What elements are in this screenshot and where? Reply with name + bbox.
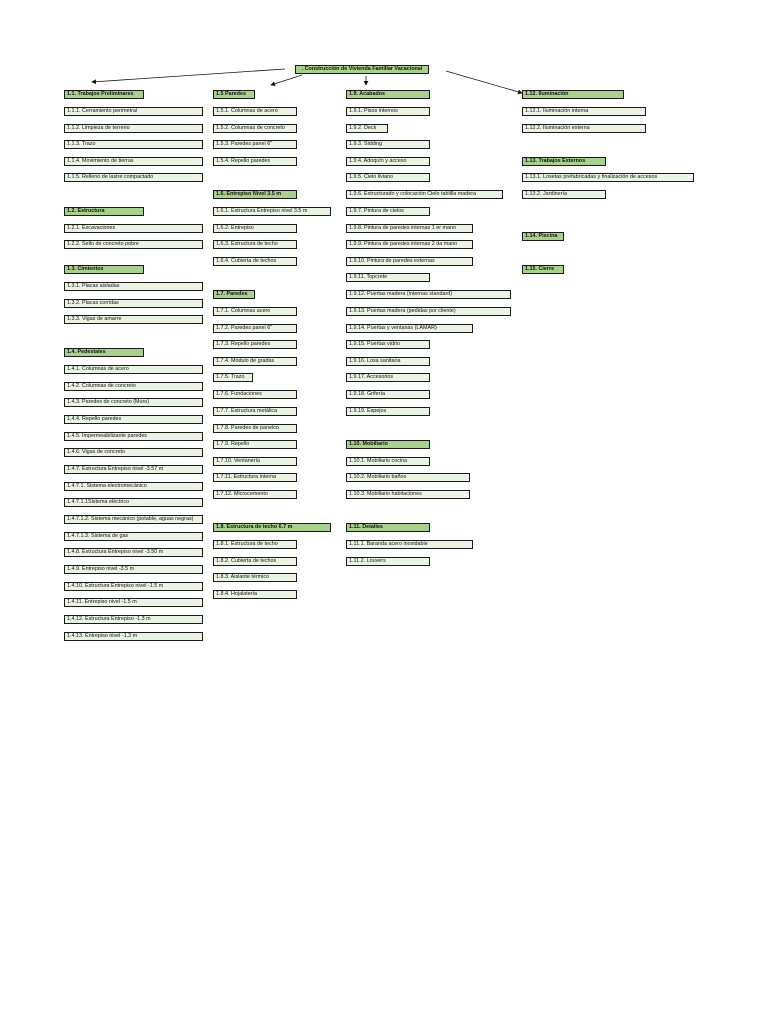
wbs-task-item[interactable]: 1.13.2. Jardinería	[522, 190, 606, 199]
wbs-task-item[interactable]: 1.9.11. Topcrete	[346, 273, 430, 282]
wbs-task-item[interactable]: 1.1.1. Cerramiento perimetral	[64, 107, 203, 116]
wbs-task-item[interactable]: 1.4.8. Estructura Entrepiso nivel -3.50 m	[64, 548, 203, 557]
wbs-task-item[interactable]: 1.1.5. Relleno de lastre compactado	[64, 173, 203, 182]
arrow-to-col-2	[271, 75, 302, 85]
wbs-group-header[interactable]: 1.6. Entrepiso Nivel 3.5 m	[213, 190, 297, 199]
wbs-task-item[interactable]: 1.10.3. Mobiliario habitaciones	[346, 490, 470, 499]
wbs-task-item[interactable]: 1.11.1. Baranda acero inoxidable	[346, 540, 473, 549]
wbs-task-item[interactable]: 1.9.14. Puertas y ventanas (LAMAR)	[346, 324, 473, 333]
wbs-task-item[interactable]: 1.7.1. Columnas acero	[213, 307, 297, 316]
wbs-task-item[interactable]: 1.4.12. Estructura Entrepiso -1.3 m	[64, 615, 203, 624]
wbs-task-item[interactable]: 1.9.13. Puertas madera (pedidas por cliente)	[346, 307, 511, 316]
wbs-task-item[interactable]: 1.5.4. Repello paredes	[213, 157, 297, 166]
wbs-task-item[interactable]: 1.8.4. Hojalatería	[213, 590, 297, 599]
wbs-task-item[interactable]: 1.9.3. Sidding	[346, 140, 430, 149]
wbs-task-item[interactable]: 1.4.1. Columnas de acero	[64, 365, 203, 374]
wbs-group-header[interactable]: 1.15. Cierre	[522, 265, 564, 274]
wbs-task-item[interactable]: 1.4.3. Paredes de concreto (Muro)	[64, 398, 203, 407]
wbs-task-item[interactable]: 1.7.11. Estructura interna	[213, 473, 297, 482]
wbs-task-item[interactable]: 1.8.2. Cubierta de techos	[213, 557, 297, 566]
wbs-task-item[interactable]: 1.1.3. Trazo	[64, 140, 203, 149]
wbs-task-item[interactable]: 1.4.6. Vigas de concreto	[64, 448, 203, 457]
wbs-task-item[interactable]: 1.3.1. Placas aisladas	[64, 282, 203, 291]
wbs-task-item[interactable]: 1.7.3. Repello paredes	[213, 340, 297, 349]
wbs-task-item[interactable]: 1.8.1. Estructura de techo	[213, 540, 297, 549]
wbs-task-item[interactable]: 1.13.1. Losetas prefabricadas y finalización de accesos	[522, 173, 694, 182]
wbs-task-item[interactable]: 1.4.7.1. Sistema electromecánico	[64, 482, 203, 491]
wbs-task-item[interactable]: 1.4.9. Entrepiso nivel -3.5 m	[64, 565, 203, 574]
wbs-task-item[interactable]: 1.9.7. Pintura de cielos	[346, 207, 430, 216]
wbs-group-header[interactable]: 1.8. Estructura de techo 6.7 m	[213, 523, 331, 532]
wbs-group-header[interactable]: 1.14. Piscina	[522, 232, 564, 241]
wbs-task-item[interactable]: 1.1.4. Movimiento de tierras	[64, 157, 203, 166]
wbs-task-item[interactable]: 1.4.10. Estructura Entrepiso nivel -1.5 m	[64, 582, 203, 591]
wbs-task-item[interactable]: 1.7.12. Microcemento	[213, 490, 297, 499]
wbs-task-item[interactable]: 1.11.2. Louvers	[346, 557, 430, 566]
wbs-task-item[interactable]: 1.9.9. Pintura de paredes internas 2 da mano	[346, 240, 473, 249]
wbs-task-item[interactable]: 1.9.5. Cielo liviano	[346, 173, 430, 182]
wbs-task-item[interactable]: 1.9.10. Pintura de paredes externas	[346, 257, 473, 266]
wbs-group-header[interactable]: 1.2. Estructura	[64, 207, 144, 216]
wbs-task-item[interactable]: 1.4.4. Repello paredes	[64, 415, 203, 424]
wbs-task-item[interactable]: 1.7.8. Paredes de panelco	[213, 424, 297, 433]
wbs-group-header[interactable]: 1.13. Trabajos Externos	[522, 157, 606, 166]
wbs-task-item[interactable]: 1.10.2. Mobiliario baños	[346, 473, 470, 482]
wbs-task-item[interactable]: 1.7.10. Ventanería	[213, 457, 297, 466]
wbs-task-item[interactable]: 1.7.4. Módulo de gradas	[213, 357, 297, 366]
wbs-task-item[interactable]: 1.7.6. Fundaciones	[213, 390, 297, 399]
arrow-to-col-1	[92, 69, 285, 82]
wbs-task-item[interactable]: 1.10.1. Mobiliario cocina	[346, 457, 430, 466]
wbs-task-item[interactable]: 1.9.19. Espejos	[346, 407, 430, 416]
wbs-task-item[interactable]: 1.1.2. Limpieza de terreno	[64, 124, 203, 133]
wbs-group-header[interactable]: 1.1. Trabajos Preliminares	[64, 90, 144, 99]
wbs-task-item[interactable]: 1.5.1. Columnas de acero	[213, 107, 297, 116]
wbs-task-item[interactable]: 1.7.2. Paredes panel 6"	[213, 324, 297, 333]
wbs-task-item[interactable]: 1.12.2. Iluminación externa	[522, 124, 646, 133]
wbs-task-item[interactable]: 1.5.2. Columnas de concreto	[213, 124, 297, 133]
wbs-task-item[interactable]: 1.6.4. Cubierta de techos	[213, 257, 297, 266]
wbs-group-header[interactable]: 1.7. Paredes	[213, 290, 255, 299]
wbs-task-item[interactable]: 1.4.7.1.1Sistema eléctrico	[64, 498, 203, 507]
wbs-task-item[interactable]: 1.9.8. Pintura de paredes internas 1 er mano	[346, 224, 473, 233]
wbs-task-item[interactable]: 1.6.3. Estructura de techo	[213, 240, 297, 249]
wbs-task-item[interactable]: 1.9.6. Estructurado y colocación Cielo tablilla madera	[346, 190, 503, 199]
wbs-task-item[interactable]: 1.9.18. Grifería	[346, 390, 430, 399]
wbs-task-item[interactable]: 1.7.7. Estructura metálica	[213, 407, 297, 416]
wbs-group-header[interactable]: 1.12. Iluminación	[522, 90, 624, 99]
wbs-task-item[interactable]: 1.4.7.1.2. Sistema mecánico (potable, aguas negras)	[64, 515, 203, 524]
wbs-task-item[interactable]: 1.7.9. Repello	[213, 440, 297, 449]
wbs-group-header[interactable]: 1.4. Pedestales	[64, 348, 144, 357]
root-node[interactable]: . Construcción de Vivienda Familiar Vacacional	[295, 65, 429, 74]
wbs-task-item[interactable]: 1.9.17. Accesorios	[346, 373, 430, 382]
wbs-task-item[interactable]: 1.9.4. Adoquín y acceso	[346, 157, 430, 166]
wbs-task-item[interactable]: 1.5.3. Paredes panel 6"	[213, 140, 297, 149]
wbs-task-item[interactable]: 1.2.2. Sello de concreto pobre	[64, 240, 203, 249]
wbs-task-item[interactable]: 1.6.1. Estructura Entrepiso nivel 3.5 m	[213, 207, 331, 216]
wbs-task-item[interactable]: 1.8.3. Aislante térmico	[213, 573, 297, 582]
wbs-group-header[interactable]: 1.9. Acabados	[346, 90, 430, 99]
wbs-task-item[interactable]: 1.12.1. Iluminación interna	[522, 107, 646, 116]
wbs-task-item[interactable]: 1.9.1. Pisos internos	[346, 107, 430, 116]
wbs-group-header[interactable]: 1.11. Detalles	[346, 523, 430, 532]
wbs-task-item[interactable]: 1.4.13. Entrepiso nivel -1.3 m	[64, 632, 203, 641]
wbs-task-item[interactable]: 1.9.15. Puertas vidrio	[346, 340, 430, 349]
wbs-task-item[interactable]: 1.7.5. Trazo	[213, 373, 253, 382]
wbs-task-item[interactable]: 1.2.1. Excavaciones	[64, 224, 203, 233]
wbs-group-header[interactable]: 1.10. Mobiliario	[346, 440, 430, 449]
wbs-task-item[interactable]: 1.6.2. Entrepiso	[213, 224, 297, 233]
wbs-task-item[interactable]: 1.4.5. Impermeabilizante paredes	[64, 432, 203, 441]
wbs-task-item[interactable]: 1.3.3. Vigas de amarre	[64, 315, 203, 324]
wbs-task-item[interactable]: 1.9.2. Deck	[346, 124, 388, 133]
wbs-task-item[interactable]: 1.4.7. Estructura Entrepiso nivel -3.57 m	[64, 465, 203, 474]
wbs-group-header[interactable]: 1.3. Cimientos	[64, 265, 144, 274]
wbs-task-item[interactable]: 1.4.11. Entrepiso nivel -1.5 m	[64, 598, 203, 607]
wbs-task-item[interactable]: 1.3.2. Placas corridas	[64, 299, 203, 308]
arrow-to-col-4	[446, 71, 522, 93]
wbs-task-item[interactable]: 1.9.16. Losa sanitaria	[346, 357, 430, 366]
wbs-task-item[interactable]: 1.4.7.1.3. Sistema de gas	[64, 532, 203, 541]
wbs-task-item[interactable]: 1.4.2. Columnas de concreto	[64, 382, 203, 391]
wbs-group-header[interactable]: 1.5 Paredes	[213, 90, 255, 99]
wbs-task-item[interactable]: 1.9.12. Puertas madera (internas standard)	[346, 290, 511, 299]
